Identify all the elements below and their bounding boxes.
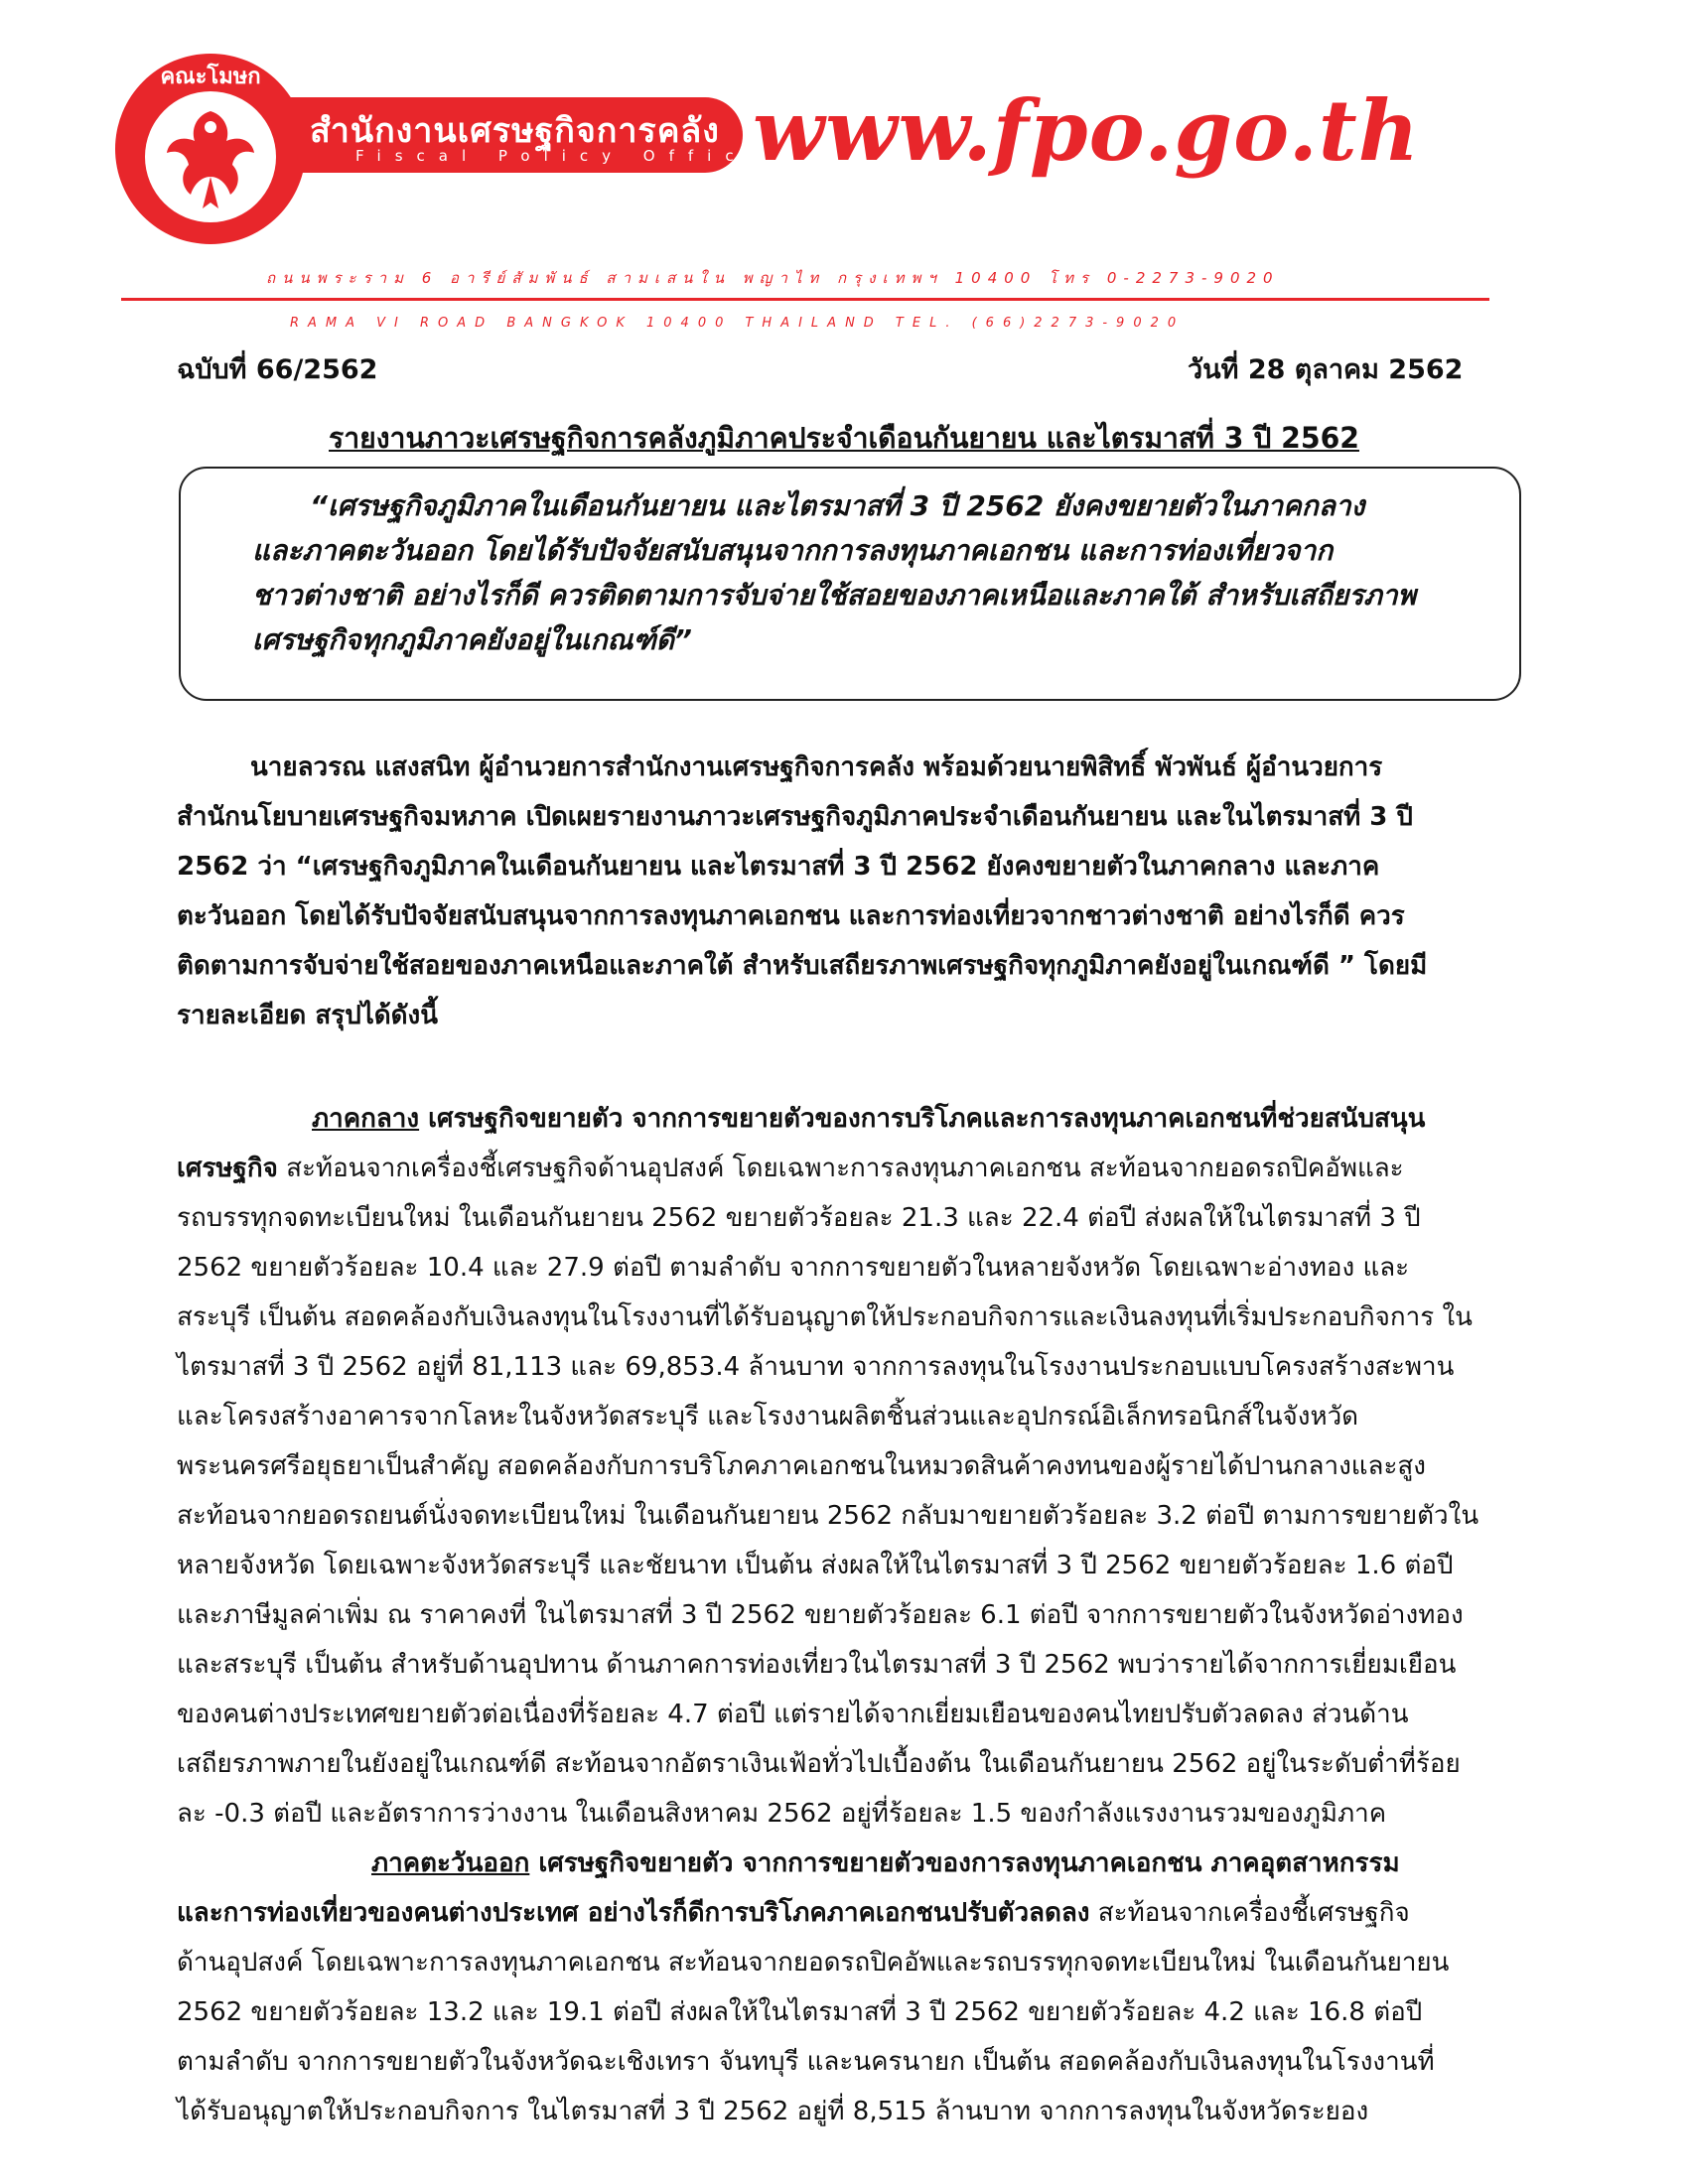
eastern-line: ด้านอุปสงค์ โดยเฉพาะการลงทุนภาคเอกชน สะท้อนจากยอดรถปิคอัพและรถบรรทุกจดทะเบียนใหม่ ในเดือนกันยายน	[177, 1948, 1450, 1978]
office-name-th: สำนักงานเศรษฐกิจการคลัง	[310, 111, 720, 151]
eastern-text: สะท้อนจากเครื่องชี้เศรษฐกิจ	[1089, 1898, 1410, 1928]
intro-line: สำนักนโยบายเศรษฐกิจมหภาค เปิดเผยรายงานภาวะเศรษฐกิจภูมิภาคประจำเดือนกันยายน และในไตรมาสที่ 3 ปี	[177, 802, 1413, 832]
website-link[interactable]: www.fpo.go.th	[753, 81, 1420, 180]
eastern-line	[177, 1892, 1410, 1933]
intro-line: 2562 ว่า “เศรษฐกิจภูมิภาคในเดือนกันยายน และไตรมาสที่ 3 ปี 2562 ยังคงขยายตัวในภาคกลาง และภาค	[177, 852, 1380, 882]
office-name-en: Fiscal Policy Office	[355, 147, 771, 165]
eastern-line: ได้รับอนุญาตให้ประกอบกิจการ ในไตรมาสที่ 3 ปี 2562 อยู่ที่ 8,515 ล้านบาท จากการลงทุนในจังหวัดระยอง	[177, 2097, 1369, 2126]
office-banner	[284, 97, 771, 173]
central-line: ไตรมาสที่ 3 ปี 2562 อยู่ที่ 81,113 และ 69,853.4 ล้านบาท จากการลงทุนในโรงงานประกอบแบบโครงสร้างสะพาน	[177, 1352, 1455, 1382]
eastern-lead-text: เศรษฐกิจขยายตัว จากการขยายตัวของการลงทุนภาคเอกชน ภาคอุตสาหกรรม	[529, 1848, 1400, 1878]
address-en: RAMA VI ROAD BANGKOK 10400 THAILAND TEL. (66)2273-9020	[290, 316, 1186, 331]
intro-line: ติดตามการจับจ่ายใช้สอยของภาคเหนือและภาคใต้ สำหรับเสถียรภาพเศรษฐกิจทุกภูมิภาคยังอยู่ในเกณฑ์ดี ” โดยมี	[177, 951, 1428, 981]
eastern-line: 2562 ขยายตัวร้อยละ 13.2 และ 19.1 ต่อปี ส่งผลให้ในไตรมาสที่ 3 ปี 2562 ขยายตัวร้อยละ 4.2 และ 16.8 ต่อปี	[177, 1997, 1423, 2027]
central-line: และสระบุรี เป็นต้น สำหรับด้านอุปทาน ด้านภาคการท่องเที่ยวในไตรมาสที่ 3 ปี 2562 พบว่ารายได้จากการเยี่ยมเยือน	[177, 1650, 1457, 1680]
quote-line: และภาคตะวันออก โดยได้รับปัจจัยสนับสนุนจากการลงทุนภาคเอกชน และการท่องเที่ยวจาก	[252, 534, 1334, 567]
eastern-lead-text: และการท่องเที่ยวของคนต่างประเทศ อย่างไรก็ดีการบริโภคภาคเอกชนปรับตัวลดลง	[177, 1898, 1090, 1928]
issue-date: วันที่ 28 ตุลาคม 2562	[1188, 354, 1464, 385]
address-th: ถนนพระราม 6 อารีย์สัมพันธ์ สามเสนใน พญาไท กรุงเทพฯ 10400 โทร 0-2273-9020	[266, 269, 1280, 287]
intro-line: ตะวันออก โดยได้รับปัจจัยสนับสนุนจากการลงทุนภาคเอกชน และการท่องเที่ยวจากชาวต่างชาติ อย่างไรก็ดี ควร	[177, 901, 1405, 931]
central-line: พระนครศรีอยุธยาเป็นสำคัญ สอดคล้องกับการบริโภคภาคเอกชนในหมวดสินค้าคงทนของผู้รายได้ปานกลางและสูง	[177, 1451, 1426, 1481]
quote-line: ชาวต่างชาติ อย่างไรก็ดี ควรติดตามการจับจ่ายใช้สอยของภาคเหนือและภาคใต้ สำหรับเสถียรภาพ	[252, 579, 1417, 612]
eastern-lead-line	[371, 1843, 1400, 1883]
fpo-seal-logo	[111, 50, 310, 248]
issue-number: ฉบับที่ 66/2562	[177, 354, 378, 385]
central-heading: ภาคกลาง	[312, 1104, 420, 1134]
central-line: และภาษีมูลค่าเพิ่ม ณ ราคาคงที่ ในไตรมาสที่ 3 ปี 2562 ขยายตัวร้อยละ 6.1 ต่อปี จากการขยายตัวในจังหวัดอ่างทอง	[177, 1600, 1464, 1630]
central-line	[177, 1148, 1404, 1188]
central-line: รถบรรทุกจดทะเบียนใหม่ ในเดือนกันยายน 2562 ขยายตัวร้อยละ 21.3 และ 22.4 ต่อปี ส่งผลให้ในไตรมาสที่ 3 ปี	[177, 1203, 1421, 1233]
page-title: รายงานภาวะเศรษฐกิจการคลังภูมิภาคประจำเดือนกันยายน และไตรมาสที่ 3 ปี 2562	[329, 421, 1359, 455]
seal-text: คณะโมษก	[160, 65, 261, 89]
intro-line: รายละเอียด สรุปได้ดังนี้	[177, 1001, 439, 1030]
central-lead-text: เศรษฐกิจ	[177, 1154, 278, 1183]
eastern-line: ตามลำดับ จากการขยายตัวในจังหวัดฉะเชิงเทรา จันทบุรี และนครนายก เป็นต้น สอดคล้องกับเงินลงทุนในโรงงานที่	[177, 2047, 1435, 2077]
central-line: ของคนต่างประเทศขยายตัวต่อเนื่องที่ร้อยละ 4.7 ต่อปี แต่รายได้จากเยี่ยมเยือนของคนไทยปรับตัวลดลง ส่วนด้าน	[177, 1700, 1409, 1729]
central-line: เสถียรภาพภายในยังอยู่ในเกณฑ์ดี สะท้อนจากอัตราเงินเฟ้อทั่วไปเบื้องต้น ในเดือนกันยายน 2562 อยู่ในระดับต่ำที่ร้อย	[177, 1749, 1461, 1779]
central-line: ละ -0.3 ต่อปี และอัตราการว่างงาน ในเดือนสิงหาคม 2562 อยู่ที่ร้อยละ 1.5 ของกำลังแรงงานรวมของภูมิภาค	[177, 1799, 1387, 1829]
central-line: สระบุรี เป็นต้น สอดคล้องกับเงินลงทุนในโรงงานที่ได้รับอนุญาตให้ประกอบกิจการและเงินลงทุนที่เริ่มประกอบกิจการ ใน	[177, 1302, 1473, 1332]
central-line: และโครงสร้างอาคารจากโลหะในจังหวัดสระบุรี และโรงงานผลิตชิ้นส่วนและอุปกรณ์อิเล็กทรอนิกส์ในจังหวัด	[177, 1402, 1359, 1432]
quote-line: เศรษฐกิจทุกภูมิภาคยังอยู่ในเกณฑ์ดี”	[252, 623, 692, 656]
central-text: สะท้อนจากเครื่องชี้เศรษฐกิจด้านอุปสงค์ โดยเฉพาะการลงทุนภาคเอกชน สะท้อนจากยอดรถปิคอัพและ	[277, 1154, 1404, 1183]
central-lead-text: เศรษฐกิจขยายตัว จากการขยายตัวของการบริโภคและการลงทุนภาคเอกชนที่ช่วยสนับสนุน	[419, 1104, 1426, 1134]
quote-line: “เศรษฐกิจภูมิภาคในเดือนกันยายน และไตรมาสที่ 3 ปี 2562 ยังคงขยายตัวในภาคกลาง	[310, 489, 1365, 522]
eastern-heading: ภาคตะวันออก	[371, 1848, 530, 1878]
central-lead-line	[312, 1098, 1425, 1139]
central-line: หลายจังหวัด โดยเฉพาะจังหวัดสระบุรี และชัยนาท เป็นต้น ส่งผลให้ในไตรมาสที่ 3 ปี 2562 ขยายตัวร้อยละ 1.6 ต่อปี	[177, 1551, 1454, 1580]
central-line: สะท้อนจากยอดรถยนต์นั่งจดทะเบียนใหม่ ในเดือนกันยายน 2562 กลับมาขยายตัวร้อยละ 3.2 ต่อปี ตามการขยายตัวใน	[177, 1501, 1479, 1531]
intro-line: นายลวรณ แสงสนิท ผู้อำนวยการสำนักงานเศรษฐกิจการคลัง พร้อมด้วยนายพิสิทธิ์ พัวพันธ์ ผู้อำนวยการ	[250, 752, 1383, 782]
header-divider	[121, 298, 1489, 301]
central-line: 2562 ขยายตัวร้อยละ 10.4 และ 27.9 ต่อปี ตามลำดับ จากการขยายตัวในหลายจังหวัด โดยเฉพาะอ่างทอง และ	[177, 1253, 1410, 1283]
